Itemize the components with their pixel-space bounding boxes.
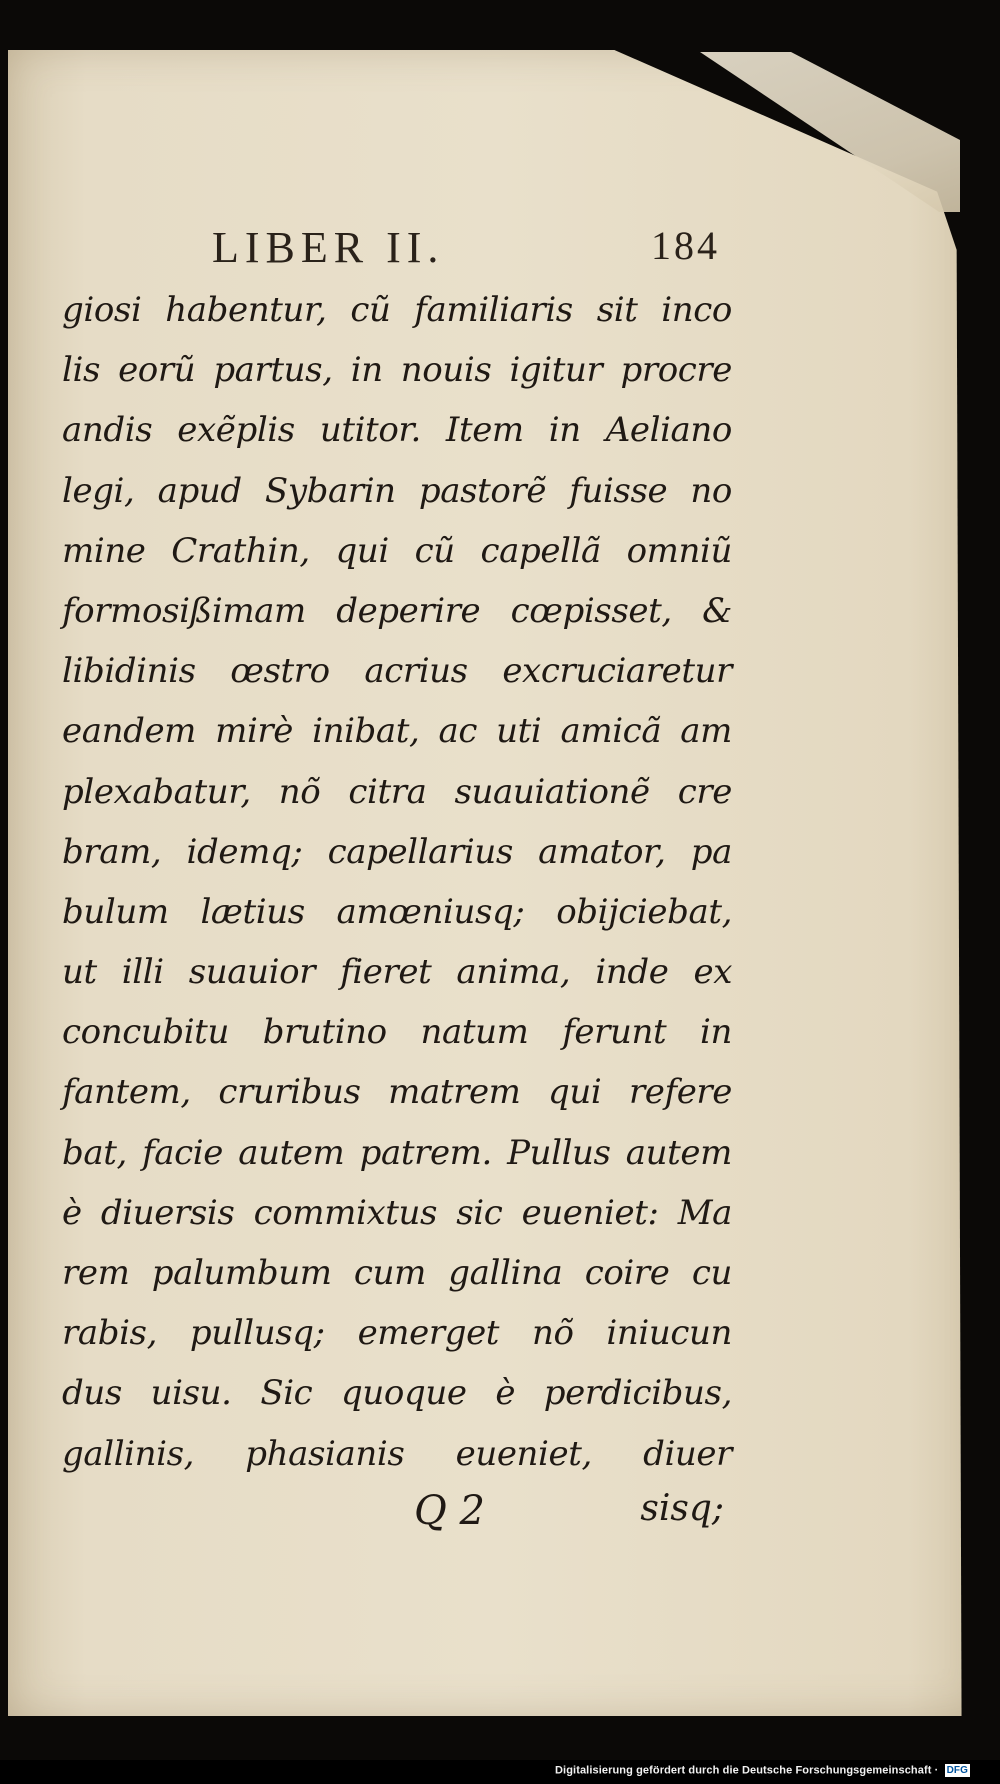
text-line: rem palumbum cum gallina coire cu <box>62 1253 732 1293</box>
text-line: concubitu brutino natum ferunt in <box>62 1012 732 1053</box>
text-line: giosi habentur, cũ familiaris sit inco <box>62 290 732 330</box>
footer-credit <box>555 1764 970 1777</box>
text-line: bram, idemq; capellarius amator, pa <box>62 831 732 872</box>
text-line: gallinis, phasianis eueniet, diuer <box>62 1433 732 1474</box>
text-line: fantem, cruribus matrem qui refere <box>62 1072 732 1113</box>
text-line: mine Crathin, qui cũ capellã omniũ <box>62 530 732 571</box>
text-line: eandem mirè inibat, ac uti amicã am <box>62 711 732 752</box>
text-line: formosißimam deperire cœpisset, & <box>62 590 732 631</box>
footer-credit-text: Digitalisierung gefördert durch die Deutsche Forschungsgemeinschaft · <box>555 1764 939 1777</box>
running-head-title: LIBER II. <box>212 223 445 272</box>
text-line: ut illi suauior fieret anima, inde ex <box>62 952 732 993</box>
text-line: lis eorũ partus, in nouis igitur procre <box>62 350 732 391</box>
text-line: dus uisu. Sic quoque è perdicibus, <box>62 1373 732 1414</box>
text-line: bat, facie autem patrem. Pullus autem <box>62 1132 732 1173</box>
footer-bar <box>0 1760 1000 1784</box>
text-line: libidinis œstro acrius excruciaretur <box>62 651 732 692</box>
body-text <box>62 280 732 1484</box>
signature-mark: Q 2 <box>414 1488 485 1534</box>
dfg-logo: DFG <box>946 1765 968 1776</box>
text-line: andis exẽplis utitor. Item in Aeliano <box>62 410 732 451</box>
signature-row <box>400 1488 730 1548</box>
text-line: plexabatur, nõ citra suauiationẽ cre <box>62 771 732 812</box>
text-line: è diuersis commixtus sic eueniet: Ma <box>62 1192 732 1233</box>
text-line: legi, apud Sybarin pastorẽ fuisse no <box>62 470 732 511</box>
catchword: sisq; <box>640 1488 724 1529</box>
text-line: rabis, pullusq; emerget nõ iniucun <box>62 1313 732 1354</box>
folio-number: 184 <box>651 223 720 268</box>
running-head <box>200 222 740 272</box>
text-line: bulum lætius amœniusq; obijciebat, <box>62 891 732 932</box>
